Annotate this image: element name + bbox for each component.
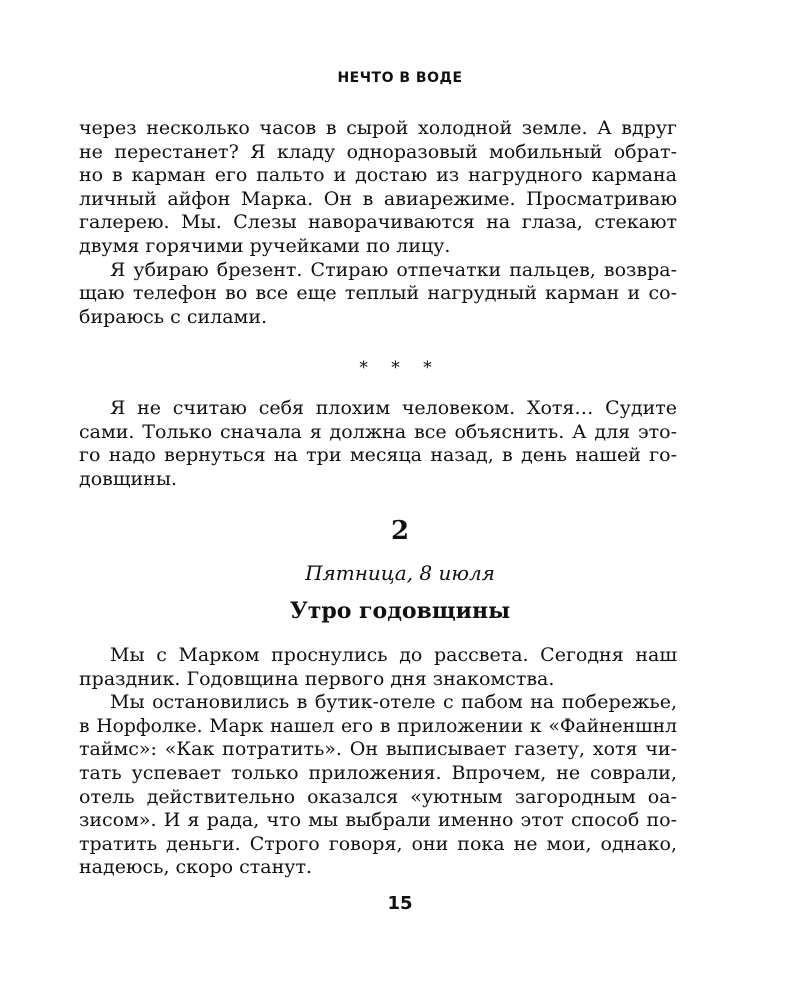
text-line: Мы с Марком проснулись до рассвета. Сегодня наш [110, 644, 677, 666]
text-line: Мы остановились в бутик-отеле с пабом на побережье, [110, 691, 677, 714]
text-line: довщины. [79, 467, 177, 490]
text-line: Я убираю брезент. Стираю отпечатки пальцев, возвра- [110, 258, 677, 281]
text-block-opening [79, 117, 677, 329]
text-line: зисом». И я рада, что мы выбрали именно этот способ по- [79, 809, 677, 832]
chapter-date: Пятница, 8 июля [305, 561, 495, 585]
text-line: личный айфон Марка. Он в авиарежиме. Просматриваю [79, 187, 677, 210]
text-line: бираюсь с силами. [79, 305, 268, 328]
text-line: праздник. Годовщина первого дня знакомства. [79, 667, 555, 690]
text-line: не перестанет? Я кладу одноразовый мобильный обрат- [79, 140, 677, 163]
page-number: 15 [387, 893, 413, 914]
text-line: Я не считаю себя плохим человеком. Хотя… Судите [110, 397, 677, 419]
text-block-chapter-two [79, 644, 677, 880]
text-line: таймс»: «Как потратить». Он выписывает газету, хотя чи- [79, 738, 677, 761]
chapter-title: Утро годовщины [289, 598, 511, 624]
text-line: щаю телефон во все еще теплый нагрудный карман и со- [79, 282, 677, 305]
text-line: отель действительно оказался «уютным загородным оа- [79, 785, 677, 808]
text-line: галерею. Мы. Слезы наворачиваются на глаза, стекают [79, 211, 677, 234]
text-line: го надо вернуться на три месяца назад, в день нашей го- [79, 444, 677, 467]
text-line: тратить деньги. Строго говоря, они пока не мои, однако, [79, 832, 677, 855]
text-line: тать успевает только приложения. Впрочем, не соврали, [79, 761, 677, 784]
text-line: через несколько часов в сырой холодной земле. А вдруг [79, 117, 677, 139]
running-head: НЕЧТО В ВОДЕ [337, 70, 463, 86]
text-line: сами. Только сначала я должна все объяснить. А для это- [79, 420, 677, 443]
scene-break: * * * [359, 358, 441, 378]
text-line: но в карман его пальто и достаю из нагрудного кармана [79, 164, 677, 187]
text-line: в Норфолке. Марк нашел его в приложении к «Файненшнл [79, 715, 677, 737]
text-line: надеюсь, скоро станут. [79, 856, 313, 879]
text-line: двумя горячими ручейками по лицу. [79, 234, 451, 257]
text-block-confession [79, 397, 677, 491]
chapter-number: 2 [390, 516, 410, 546]
